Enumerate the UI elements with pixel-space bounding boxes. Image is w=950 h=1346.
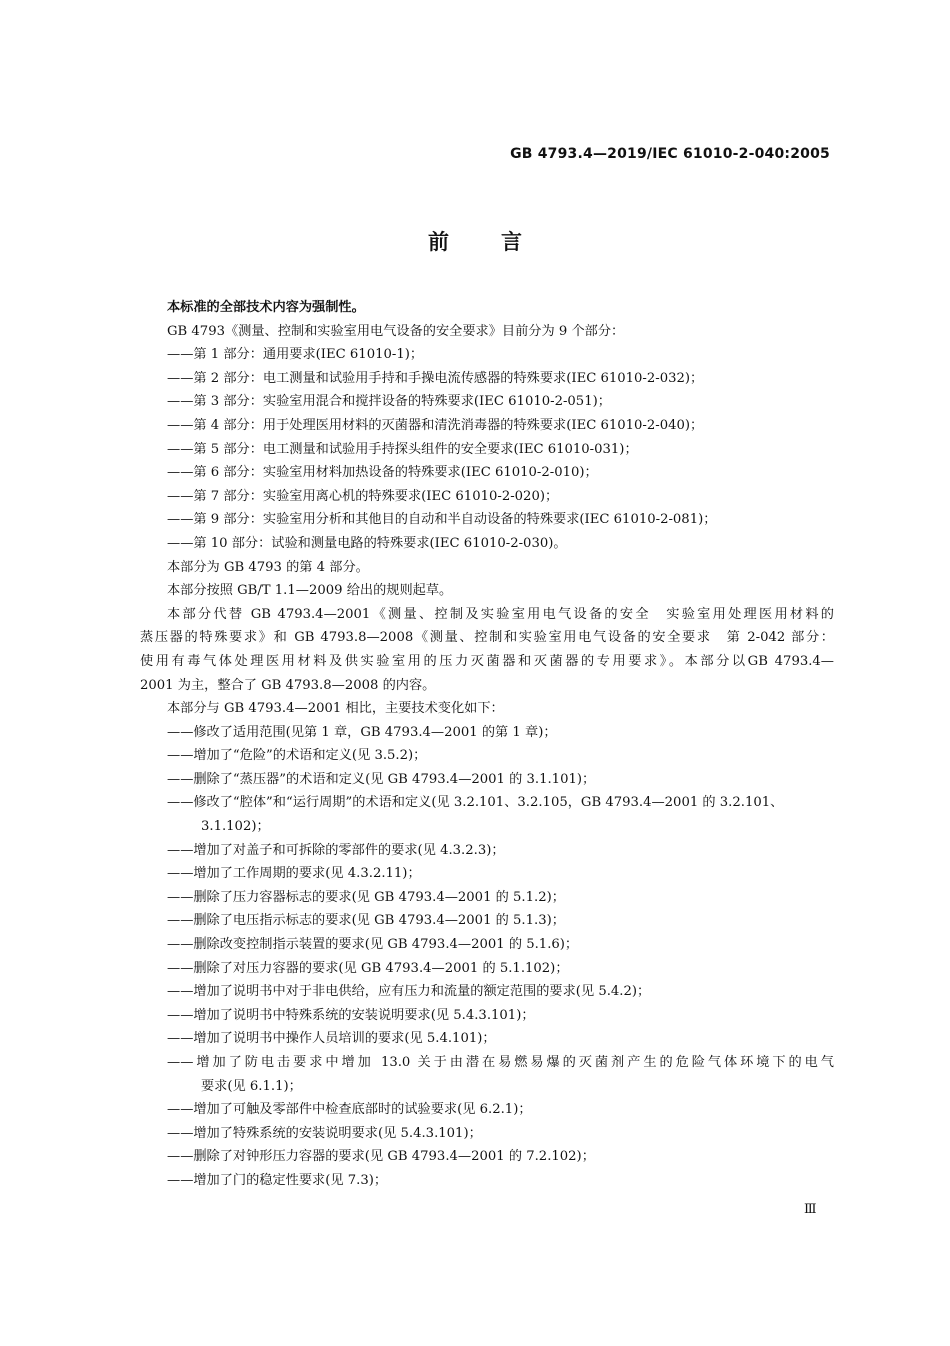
change-list-item: ——删除了压力容器标志的要求(见 GB 4793.4—2001 的 5.1.2)； [167, 889, 565, 905]
change-list-item: ——增加了防电击要求中增加 13.0 关于由潜在易燃易爆的灭菌剂产生的危险气体环境下的电气 [167, 1055, 834, 1070]
title-char-1: 前 [428, 230, 449, 254]
change-list-item: ——增加了特殊系统的安装说明要求(见 5.4.3.101)； [167, 1125, 482, 1141]
change-list-item: ——删除了电压指示标志的要求(见 GB 4793.4—2001 的 5.1.3)； [167, 913, 565, 929]
paragraph-continuation: 蒸压器的特殊要求》和 GB 4793.8—2008《测量、控制和实验室用电气设备的安全要求 第 2-042 部分： [140, 630, 834, 646]
change-list-item: ——修改了“腔体”和“运行周期”的术语和定义(见 3.2.101、3.2.105，GB 4793.4—2001 的 3.2.101、 [167, 795, 784, 811]
part-list-item: ——第 2 部分：电工测量和试验用手持和手操电流传感器的特殊要求(IEC 61010-2-032)； [167, 370, 704, 386]
page-number: Ⅲ [804, 1202, 817, 1217]
series-intro: GB 4793《测量、控制和实验室用电气设备的安全要求》目前分为 9 个部分： [167, 323, 625, 339]
part-list-item: ——第 7 部分：实验室用离心机的特殊要求(IEC 61010-2-020)； [167, 488, 559, 504]
change-list-item: ——修改了适用范围(见第 1 章，GB 4793.4—2001 的第 1 章)； [167, 724, 557, 740]
part-list-item: ——第 6 部分：实验室用材料加热设备的特殊要求(IEC 61010-2-010)； [167, 465, 598, 481]
change-list-item: ——增加了工作周期的要求(见 4.3.2.11)； [167, 866, 421, 882]
change-list-item: ——增加了可触及零部件中检查底部时的试验要求(见 6.2.1)； [167, 1102, 532, 1118]
change-list-item-continuation: 要求(见 6.1.1)； [201, 1078, 302, 1094]
change-list-item: ——增加了说明书中特殊系统的安装说明要求(见 5.4.3.101)； [167, 1007, 535, 1023]
change-list-item: ——增加了说明书中对于非电供给，应有压力和流量的额定范围的要求(见 5.4.2)； [167, 984, 651, 1000]
change-list-item: ——增加了说明书中操作人员培训的要求(见 5.4.101)； [167, 1031, 496, 1047]
part-list-item: ——第 1 部分：通用要求(IEC 61010-1)； [167, 347, 424, 363]
change-list-item: ——删除了对钟形压力容器的要求(见 GB 4793.4—2001 的 7.2.102)； [167, 1149, 595, 1165]
part-list-item: ——第 10 部分：试验和测量电路的特殊要求(IEC 61010-2-030)。 [167, 535, 567, 551]
paragraph: 本部分为 GB 4793 的第 4 部分。 [167, 559, 369, 575]
paragraph-continuation: 使用有毒气体处理医用材料及供实验室用的压力灭菌器和灭菌器的专用要求》。本部分以GB 4793.4— [140, 653, 834, 669]
change-list-item: ——增加了对盖子和可拆除的零部件的要求(见 4.3.2.3)； [167, 842, 505, 858]
part-list-item: ——第 3 部分：实验室用混合和搅拌设备的特殊要求(IEC 61010-2-051)； [167, 394, 611, 410]
change-list-item: ——删除了“蒸压器”的术语和定义(见 GB 4793.4—2001 的 3.1.101)； [167, 771, 596, 787]
change-list-item: ——删除改变控制指示装置的要求(见 GB 4793.4—2001 的 5.1.6)； [167, 937, 579, 953]
title-char-2: 言 [501, 230, 522, 254]
change-list-item-continuation: 3.1.102)； [201, 819, 270, 835]
mandatory-statement: 本标准的全部技术内容为强制性。 [167, 300, 365, 315]
paragraph: 本部分按照 GB/T 1.1—2009 给出的规则起草。 [167, 583, 453, 599]
paragraph-continuation: 2001 为主，整合了 GB 4793.8—2008 的内容。 [140, 677, 436, 693]
part-list-item: ——第 5 部分：电工测量和试验用手持探头组件的安全要求(IEC 61010-031)； [167, 441, 638, 457]
part-list-item: ——第 4 部分：用于处理医用材料的灭菌器和清洗消毒器的特殊要求(IEC 61010-2-040)； [167, 417, 704, 433]
change-list-item: ——删除了对压力容器的要求(见 GB 4793.4—2001 的 5.1.102)； [167, 960, 569, 976]
paragraph: 本部分代替 GB 4793.4—2001《测量、控制及实验室用电气设备的安全 实验室用处理医用材料的 [167, 606, 834, 622]
foreword-body [140, 296, 834, 1193]
standard-number: GB 4793.4—2019/IEC 61010-2-040:2005 [510, 146, 830, 162]
paragraph: 本部分与 GB 4793.4—2001 相比，主要技术变化如下： [167, 701, 504, 717]
page-title [0, 226, 950, 256]
change-list-item: ——增加了门的稳定性要求(见 7.3)； [167, 1172, 388, 1188]
part-list-item: ——第 9 部分：实验室用分析和其他目的自动和半自动设备的特殊要求(IEC 61010-2-081)； [167, 512, 717, 528]
change-list-item: ——增加了“危险”的术语和定义(见 3.5.2)； [167, 748, 427, 764]
